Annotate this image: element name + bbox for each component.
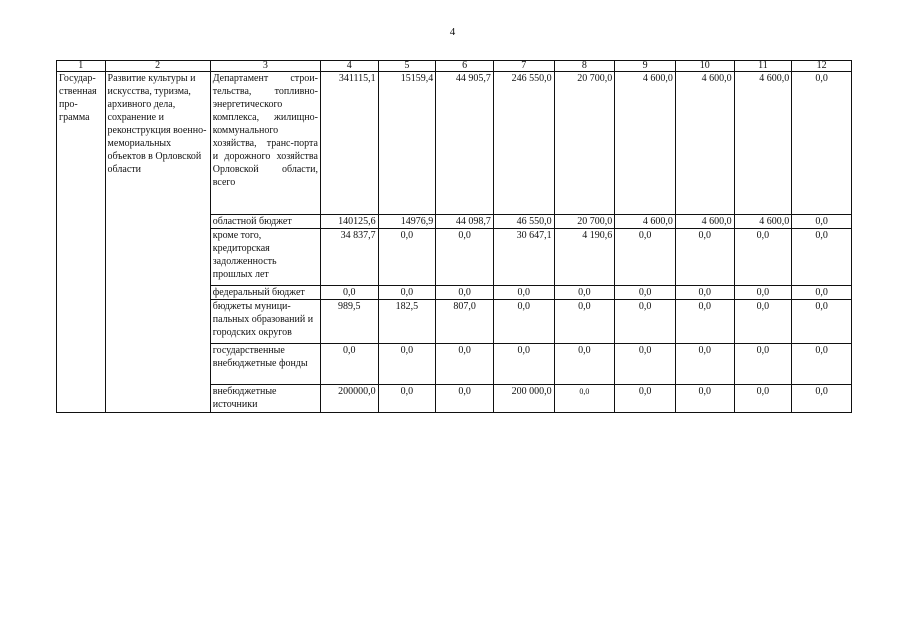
value-cell: 4 600,0	[734, 215, 792, 229]
value-cell: 4 600,0	[675, 215, 734, 229]
value-cell: 0,0	[792, 385, 852, 413]
value-cell: 989,5	[320, 300, 378, 344]
value-cell: 0,0	[615, 300, 676, 344]
value-cell: 0,0	[734, 229, 792, 286]
value-cell: 0,0	[792, 215, 852, 229]
funding-source-cell: внебюджетные источники	[210, 385, 320, 413]
value-cell: 20 700,0	[554, 72, 615, 215]
value-cell: 0,0	[734, 300, 792, 344]
value-cell: 0,0	[792, 300, 852, 344]
value-cell: 341115,1	[320, 72, 378, 215]
column-header: 12	[792, 61, 852, 72]
value-cell: 807,0	[436, 300, 494, 344]
value-cell: 182,5	[378, 300, 436, 344]
value-cell: 0,0	[734, 385, 792, 413]
table-header-row	[57, 61, 852, 72]
value-cell: 20 700,0	[554, 215, 615, 229]
program-name-cell: Развитие культуры и искусства, туризма, архивного дела, сохранение и реконструкция военно-мемориальных объектов в Орловской области	[105, 72, 210, 413]
column-header: 6	[436, 61, 494, 72]
value-cell: 0,0	[436, 229, 494, 286]
value-cell: 0,0	[675, 286, 734, 300]
funding-source-cell: Департамент строи-тельства, топливно-энергетического комплекса, жилищно-коммунального хозяйства, транс-порта и дорожного хозяйства Орловской области, всего	[210, 72, 320, 215]
value-cell: 4 600,0	[615, 215, 676, 229]
value-cell: 0,0	[320, 286, 378, 300]
value-cell: 0,0	[493, 344, 554, 385]
funding-source-cell: федеральный бюджет	[210, 286, 320, 300]
value-cell: 0,0	[378, 229, 436, 286]
funding-source-cell: бюджеты муници-пальных образований и городских округов	[210, 300, 320, 344]
value-cell: 0,0	[378, 385, 436, 413]
value-cell: 15159,4	[378, 72, 436, 215]
value-cell: 4 600,0	[675, 72, 734, 215]
value-cell: 0,0	[554, 300, 615, 344]
value-cell: 0,0	[734, 286, 792, 300]
value-cell: 0,0	[378, 286, 436, 300]
value-cell: 0,0	[675, 344, 734, 385]
budget-table	[56, 60, 852, 413]
value-cell: 0,0	[436, 286, 494, 300]
value-cell: 140125,6	[320, 215, 378, 229]
value-cell: 34 837,7	[320, 229, 378, 286]
column-header: 7	[493, 61, 554, 72]
value-cell: 44 098,7	[436, 215, 494, 229]
value-cell: 0,0	[675, 229, 734, 286]
value-cell: 246 550,0	[493, 72, 554, 215]
column-header: 10	[675, 61, 734, 72]
value-cell: 0,0	[436, 344, 494, 385]
funding-source-cell: государственные внебюджетные фонды	[210, 344, 320, 385]
value-cell: 0,0	[792, 286, 852, 300]
funding-source-cell: областной бюджет	[210, 215, 320, 229]
program-status-cell: Государ-ственная про-грамма	[57, 72, 106, 413]
value-cell: 4 600,0	[615, 72, 676, 215]
value-cell: 0,0	[378, 344, 436, 385]
column-header: 11	[734, 61, 792, 72]
value-cell: 0,0	[675, 300, 734, 344]
value-cell: 30 647,1	[493, 229, 554, 286]
table-row	[57, 72, 852, 215]
value-cell: 4 600,0	[734, 72, 792, 215]
value-cell: 0,0	[493, 286, 554, 300]
value-cell: 0,0	[734, 344, 792, 385]
value-cell: 14976,9	[378, 215, 436, 229]
column-header: 5	[378, 61, 436, 72]
value-cell: 0,0	[554, 344, 615, 385]
value-cell: 0,0	[792, 72, 852, 215]
value-cell: 200 000,0	[493, 385, 554, 413]
column-header: 8	[554, 61, 615, 72]
column-header: 1	[57, 61, 106, 72]
value-cell: 0,0	[493, 300, 554, 344]
value-cell: 0,0	[436, 385, 494, 413]
page-number: 4	[449, 26, 456, 38]
value-cell: 44 905,7	[436, 72, 494, 215]
value-cell: 0,0	[320, 344, 378, 385]
column-header: 2	[105, 61, 210, 72]
value-cell: 0,0	[554, 286, 615, 300]
value-cell: 0,0	[554, 385, 615, 413]
funding-source-cell: кроме того, кредиторская задолженность прошлых лет	[210, 229, 320, 286]
value-cell: 0,0	[615, 385, 676, 413]
value-cell: 0,0	[792, 344, 852, 385]
value-cell: 46 550,0	[493, 215, 554, 229]
column-header: 3	[210, 61, 320, 72]
value-cell: 0,0	[615, 344, 676, 385]
column-header: 9	[615, 61, 676, 72]
value-cell: 0,0	[615, 229, 676, 286]
column-header: 4	[320, 61, 378, 72]
value-cell: 0,0	[675, 385, 734, 413]
value-cell: 0,0	[792, 229, 852, 286]
value-cell: 4 190,6	[554, 229, 615, 286]
value-cell: 200000,0	[320, 385, 378, 413]
value-cell: 0,0	[615, 286, 676, 300]
